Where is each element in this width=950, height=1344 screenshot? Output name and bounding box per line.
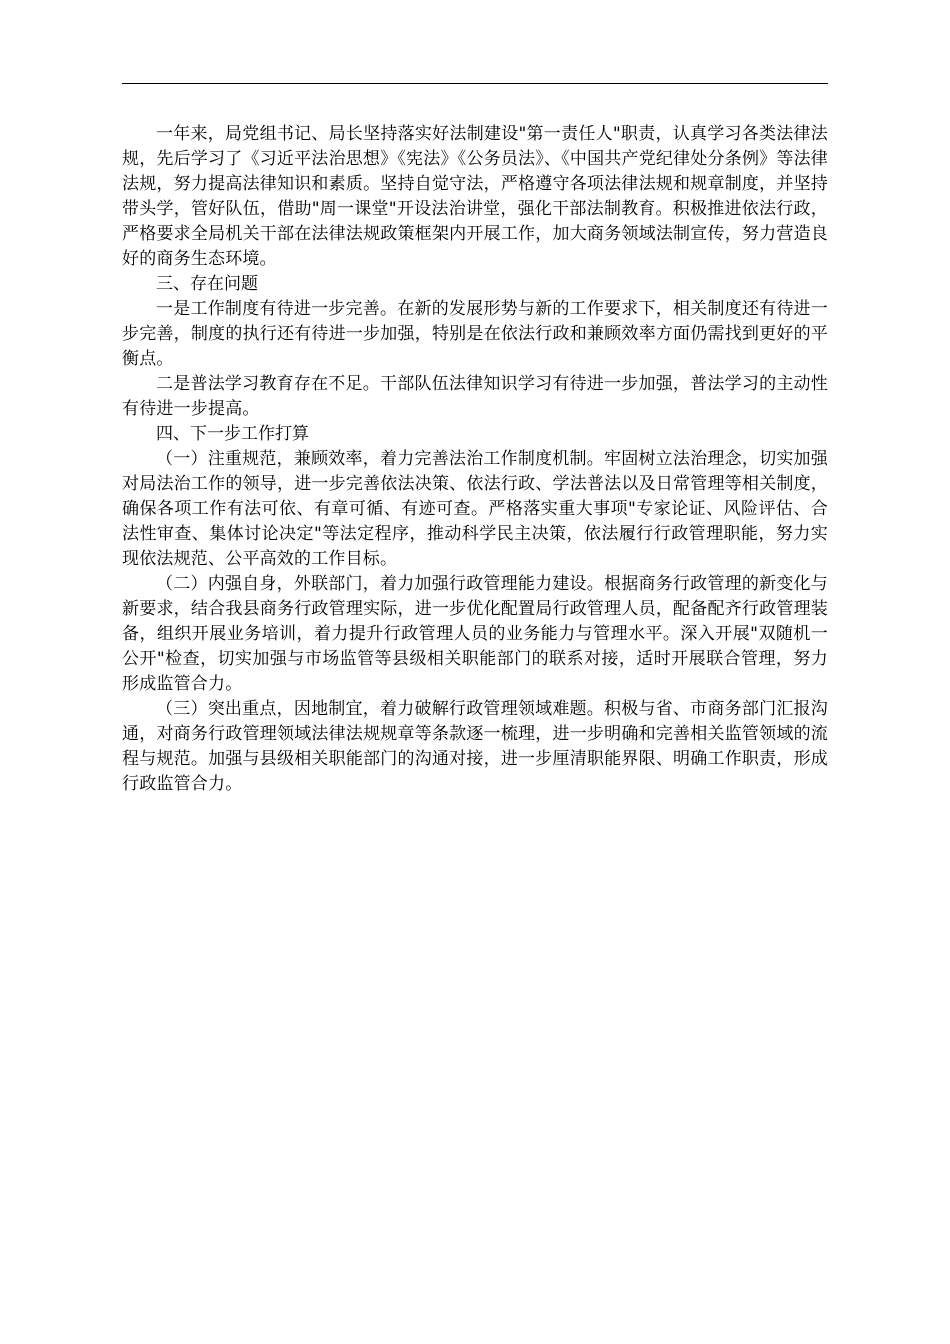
paragraph-rule-of-law-study: 一年来，局党组书记、局长坚持落实好法制建设"第一责任人"职责，认真学习各类法律法规，先后学习了《习近平法治思想》《宪法》《公务员法》、《中国共产党纪律处分条例》等法律法规，努力提高法律知识和素质。坚持自觉守法，严格遵守各项法律法规和规章制度，并坚持带头学，管好队伍，借助"周一课堂"开设法治讲堂，强化干部法制教育。积极推进依法行政，严格要求全局机关干部在法律法规政策框架内开展工作，加大商务领域法制宣传，努力营造良好的商务生态环境。	[122, 124, 828, 269]
section-heading-existing-problems: 三、存在问题	[156, 274, 258, 294]
header-rule	[122, 83, 828, 84]
paragraph-problem-education: 二是普法学习教育存在不足。干部队伍法律知识学习有待进一步加强，普法学习的主动性有待进一步提高。	[122, 374, 828, 419]
paragraph-plan-3: （三）突出重点，因地制宜，着力破解行政管理领域难题。积极与省、市商务部门汇报沟通，对商务行政管理领域法律法规规章等条款逐一梳理，进一步明确和完善相关监管领域的流程与规范。加强与县级相关职能部门的沟通对接，进一步厘清职能界限、明确工作职责，形成行政监管合力。	[122, 699, 828, 794]
paragraph-problem-system: 一是工作制度有待进一步完善。在新的发展形势与新的工作要求下，相关制度还有待进一步完善，制度的执行还有待进一步加强，特别是在依法行政和兼顾效率方面仍需找到更好的平衡点。	[122, 299, 828, 369]
paragraph-plan-2: （二）内强自身，外联部门，着力加强行政管理能力建设。根据商务行政管理的新变化与新要求，结合我县商务行政管理实际，进一步优化配置局行政管理人员，配备配齐行政管理装备，组织开展业务培训，着力提升行政管理人员的业务能力与管理水平。深入开展"双随机一公开"检查，切实加强与市场监管等县级相关职能部门的联系对接，适时开展联合管理，努力形成监管合力。	[122, 574, 828, 694]
section-heading-next-steps: 四、下一步工作打算	[156, 424, 309, 444]
document-body	[122, 122, 828, 797]
paragraph-plan-1: （一）注重规范，兼顾效率，着力完善法治工作制度机制。牢固树立法治理念，切实加强对局法治工作的领导，进一步完善依法决策、依法行政、学法普法以及日常管理等相关制度，确保各项工作有法可依、有章可循、有迹可查。严格落实重大事项"专家论证、风险评估、合法性审查、集体讨论决定"等法定程序，推动科学民主决策，依法履行行政管理职能，努力实现依法规范、公平高效的工作目标。	[122, 449, 828, 569]
